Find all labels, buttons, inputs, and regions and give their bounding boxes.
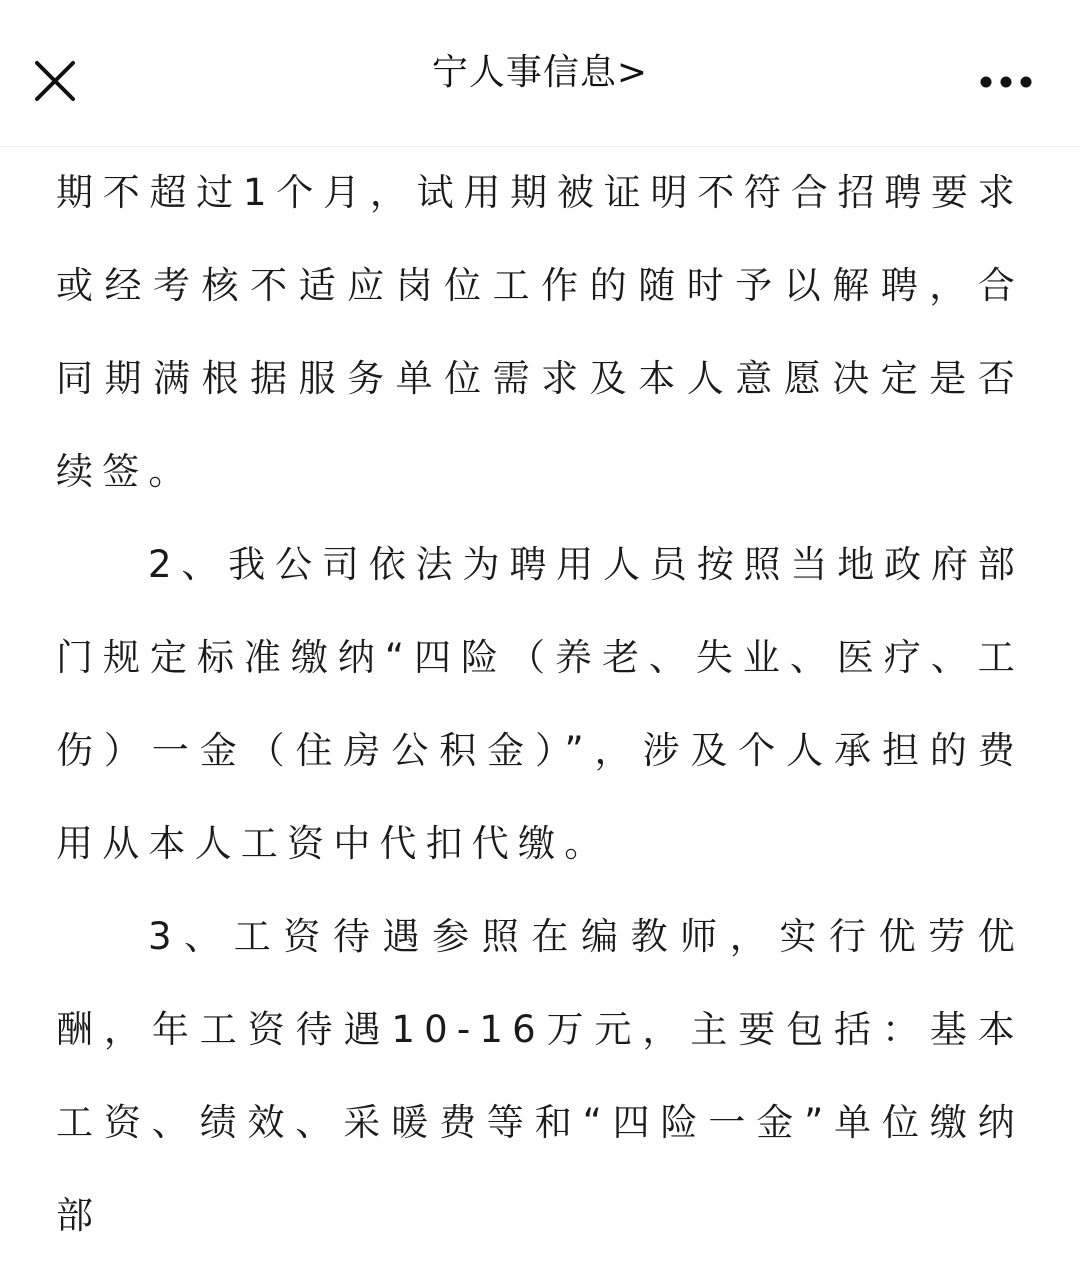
account-title-link[interactable]: 宁人事信息> xyxy=(431,52,649,93)
more-options-button[interactable] xyxy=(978,62,1034,102)
article-paragraph: 2、我公司依法为聘用人员按照当地政府部门规定标准缴纳“四险（养老、失业、医疗、工伤）一金（住房公积金）”，涉及个人承担的费用从本人工资中代扣代缴。 xyxy=(56,543,1024,865)
article-paragraph: 期不超过1个月，试用期被证明不符合招聘要求或经考核不适应岗位工作的随时予以解聘，合同期满根据服务单位需求及本人意愿决定是否续签。 xyxy=(56,171,1024,493)
article-body xyxy=(56,146,1024,1262)
more-horizontal-icon xyxy=(978,62,1034,102)
article-paragraph: 3、工资待遇参照在编教师，实行优劳优酬，年工资待遇10-16万元，主要包括：基本工资、绩效、采暖费等和“四险一金”单位缴纳部 xyxy=(56,915,1024,1237)
top-navigation-bar xyxy=(0,0,1080,147)
